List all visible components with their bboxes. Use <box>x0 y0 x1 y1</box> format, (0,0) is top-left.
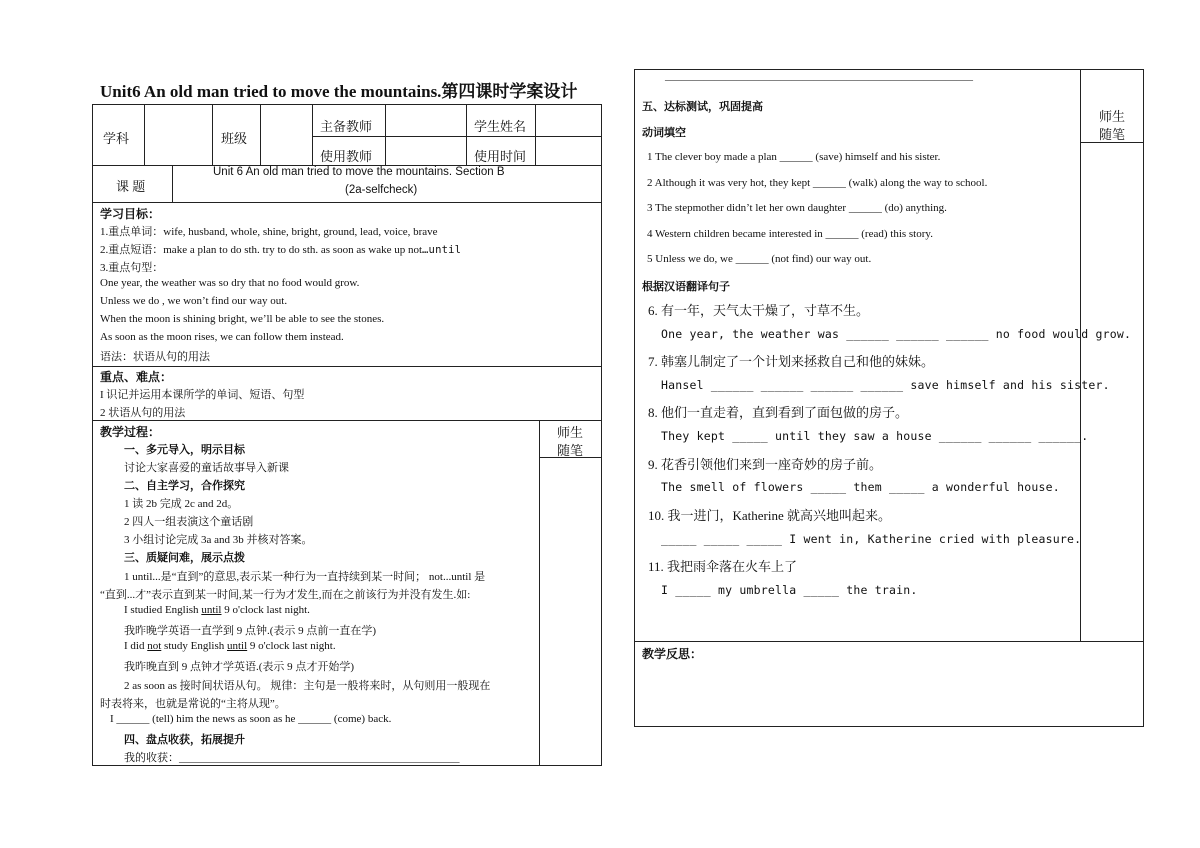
key-phrases-until: …until <box>422 244 462 256</box>
example-text: 9 o'clock last night. <box>247 640 336 652</box>
as-soon-as-explanation: 时表将来，也就是常说的“主将从现”。 <box>100 698 286 710</box>
notes-label: 随笔 <box>1099 127 1126 142</box>
harvest-line: 我的收获：___________________________________________________ <box>124 752 460 764</box>
example-underlined: until <box>227 640 248 652</box>
key-phrases-text: 2.重点短语：make a plan to do sth. try to do sth. as soon as wake up not <box>100 244 423 256</box>
translate-en: The smell of flowers _____ them _____ a wonderful house. <box>661 480 1060 494</box>
translate-cn: 9. 花香引领他们来到一座奇妙的房子前。 <box>648 457 883 472</box>
example-underlined: until <box>201 604 222 616</box>
notes-label: 师生 <box>557 425 584 440</box>
notes-label: 随笔 <box>557 443 584 458</box>
key-point-item: I 识记并运用本课所学的单词、短语、句型 <box>100 389 305 401</box>
step-item: 3 小组讨论完成 3a and 3b 并核对答案。 <box>124 534 313 546</box>
key-sentence: As soon as the moon rises, we can follow them instead. <box>100 331 344 343</box>
example-text: study English <box>161 640 227 652</box>
until-explanation: “直到...才”表示直到某一时间,某一行为才发生,而在之前该行为并没有发生.如: <box>100 589 471 601</box>
step-heading: 三、质疑问难，展示点拨 <box>124 552 245 564</box>
example-text: I did <box>124 640 148 652</box>
step-text: 讨论大家喜爱的童话故事导入新课 <box>124 462 289 474</box>
translate-cn: 11. 我把雨伞落在火车上了 <box>648 559 798 574</box>
example-translation: 我昨晚学英语一直学到 9 点钟.(表示 9 点前一直在学) <box>124 625 377 637</box>
key-sentence: When the moon is shining bright, we’ll be able to see the stones. <box>100 313 385 325</box>
verb-fill-item: 4 Western children became interested in ______ (read) this story. <box>647 228 933 240</box>
key-point-item: 2 状语从句的用法 <box>100 407 186 419</box>
until-explanation: 1 until...是“直到”的意思,表示某一种行为一直持续到某一时间； not...until 是 <box>124 571 486 583</box>
class-label: 班级 <box>221 131 248 146</box>
step-item: 1 读 2b 完成 2c and 2d。 <box>124 498 239 510</box>
example-text: I studied English <box>124 604 202 616</box>
translate-heading: 根据汉语翻译句子 <box>642 281 730 293</box>
as-soon-as-explanation: 2 as soon as 接时间状语从句。 规律：主句是一般将来时，从句则用一般现在 <box>124 680 491 692</box>
example-sentence <box>124 604 310 616</box>
verb-fill-item: 1 The clever boy made a plan ______ (save) himself and his sister. <box>647 151 941 163</box>
translate-en: Hansel ______ ______ ______ ______ save himself and his sister. <box>661 378 1110 392</box>
student-name-label: 学生姓名 <box>474 119 527 134</box>
key-sentence: Unless we do , we won’t find our way out. <box>100 295 288 307</box>
example-underlined: not <box>147 640 162 652</box>
key-sentence: One year, the weather was so dry that no food would grow. <box>100 277 360 289</box>
lead-teacher-label: 主备教师 <box>320 119 373 134</box>
verb-fill-heading: 动词填空 <box>642 127 686 139</box>
translate-cn: 8. 他们一直走着，直到看到了面包做的房子。 <box>648 405 909 420</box>
grammar-note: 语法：状语从句的用法 <box>100 351 210 363</box>
verb-fill-item: 5 Unless we do, we ______ (not find) our way out. <box>647 253 872 265</box>
translate-cn: 7. 韩塞儿制定了一个计划来拯救自己和他的妹妹。 <box>648 354 935 369</box>
example-sentence <box>124 640 336 652</box>
step-item: 2 四人一组表演这个童话剧 <box>124 516 254 528</box>
verb-fill-item: 3 The stepmother didn’t let her own daughter ______ (do) anything. <box>647 202 947 214</box>
topic-line-2: (2a-selfcheck) <box>345 184 418 196</box>
example-translation: 我昨晚直到 9 点钟才学英语.(表示 9 点才开始学) <box>124 661 355 673</box>
section-five-heading: 五、达标测试，巩固提高 <box>642 101 763 113</box>
subject-label: 学科 <box>103 131 130 146</box>
translate-cn: 6. 有一年，天气太干燥了，寸草不生。 <box>648 303 870 318</box>
verb-fill-item: 2 Although it was very hot, they kept ______ (walk) along the way to school. <box>647 177 988 189</box>
topic-label: 课 题 <box>116 179 146 194</box>
notes-label: 师生 <box>1099 109 1126 124</box>
objectives-heading: 学习目标： <box>100 207 161 221</box>
translate-en: I _____ my umbrella _____ the train. <box>661 583 918 597</box>
translate-en: One year, the weather was ______ ______ ______ no food would grow. <box>661 327 1132 341</box>
key-words: 1.重点单词：wife, husband, whole, shine, bright, ground, lead, voice, brave <box>100 226 438 238</box>
key-points-heading: 重点、难点： <box>100 370 173 384</box>
reflection-heading: 教学反思： <box>642 647 703 661</box>
process-heading: 教学过程： <box>100 425 161 439</box>
translate-cn: 10. 我一进门，Katherine 就高兴地叫起来。 <box>648 508 892 523</box>
top-blank-line: ________________________________________________________ <box>665 70 973 82</box>
translate-en: _____ _____ _____ I went in, Katherine cried with pleasure. <box>661 532 1082 546</box>
example-text: 9 o'clock last night. <box>221 604 310 616</box>
topic-line-1: Unit 6 An old man tried to move the mountains. Section B <box>213 166 505 178</box>
translate-en: They kept _____ until they saw a house ______ ______ ______. <box>661 429 1089 443</box>
step-heading: 一、多元导入，明示目标 <box>124 444 245 456</box>
teacher-label: 使用教师 <box>320 149 373 164</box>
page-title: Unit6 An old man tried to move the mountains.第四课时学案设计 <box>100 82 578 101</box>
use-time-label: 使用时间 <box>474 149 527 164</box>
as-soon-as-exercise: I ______ (tell) him the news as soon as he ______ (come) back. <box>110 713 392 725</box>
step-heading: 二、自主学习，合作探究 <box>124 480 245 492</box>
key-phrases <box>100 241 461 257</box>
key-sentences-heading: 3.重点句型： <box>100 262 164 274</box>
step-heading: 四、盘点收获，拓展提升 <box>124 734 245 746</box>
